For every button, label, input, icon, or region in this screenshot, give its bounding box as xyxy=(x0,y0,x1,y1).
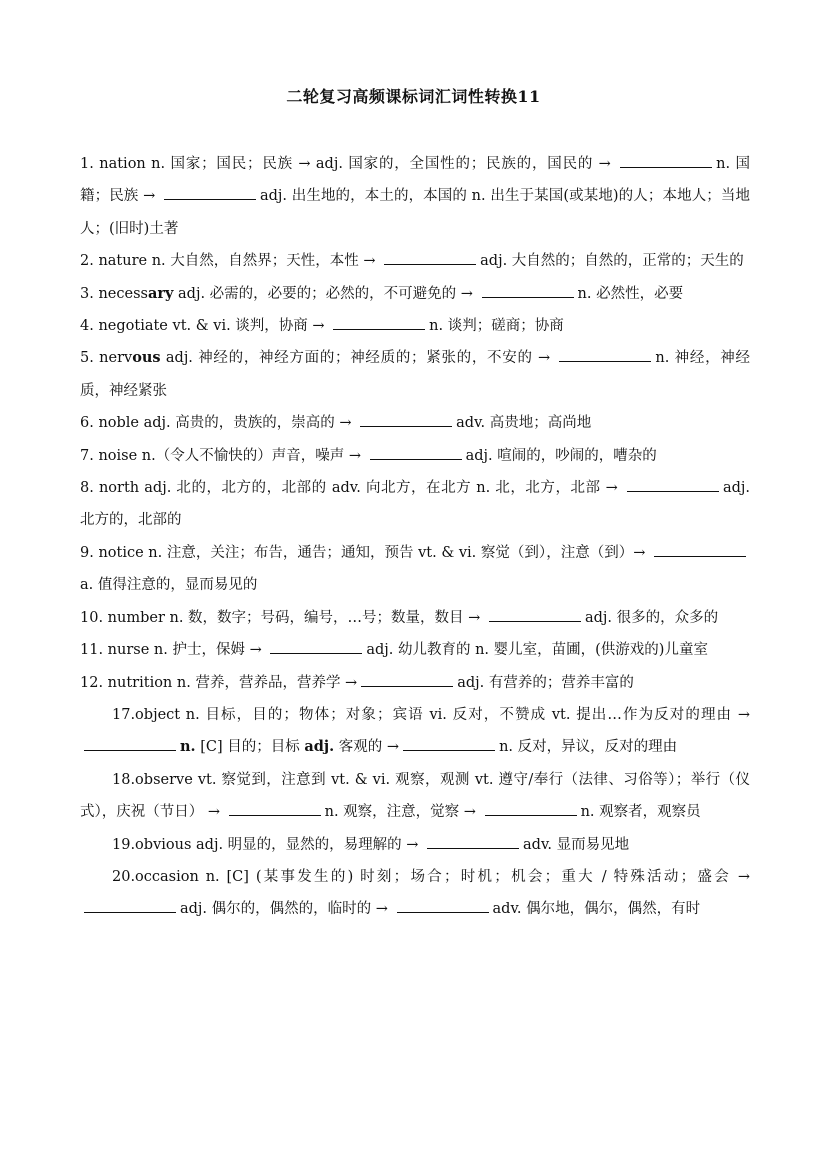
list-item: 5. nervous adj. 神经的，神经方面的；神经质的；紧张的，不安的 → n. 神经，神经质，神经紧张 xyxy=(80,349,750,399)
fill-blank[interactable] xyxy=(84,911,176,913)
fill-blank[interactable] xyxy=(620,166,712,168)
list-item: 11. nurse n. 护士，保姆 → adj. 幼儿教育的 n. 婴儿室，苗圃，(供游戏的)儿童室 xyxy=(80,642,708,659)
fill-blank[interactable] xyxy=(627,490,719,492)
list-item: 9. notice n. 注意，关注；布告，通告；通知，预告 vt. & vi. 察觉（到），注意（到）→ a. 值得注意的，显而易见的 xyxy=(80,537,750,602)
list-item: 7. noise n.（令人不愉快的）声音，噪声 → adj. 喧闹的，吵闹的，嘈杂的 xyxy=(80,447,657,464)
list-item: 3. necessary adj. 必需的，必要的；必然的，不可避免的 → n. 必然性，必要 xyxy=(80,284,684,302)
fill-blank[interactable] xyxy=(482,296,574,298)
list-item: 6. noble adj. 高贵的，贵族的，崇高的 → adv. 高贵地；高尚地 xyxy=(80,415,592,432)
fill-blank[interactable] xyxy=(559,360,651,362)
fill-blank[interactable] xyxy=(361,685,453,687)
fill-blank[interactable] xyxy=(397,911,489,913)
fill-blank[interactable] xyxy=(489,620,581,622)
list-item: 17.object n. 目标，目的；物体；对象；宾语 vi. 反对，不赞成 vt. 提出…作为反对的理由 → n. [C] 目的；目标 adj. 客观的 → n. 反对，异议，反对的理由 xyxy=(80,699,750,764)
list-item: 1. nation n. 国家；国民；民族 → adj. 国家的，全国性的；民族的，国民的 → n. 国籍；民族 → adj. 出生地的，本土的，本国的 n. 出生于某国(或某地)的人；本地人；当地人；(旧时)土著 xyxy=(80,156,751,237)
fill-blank[interactable] xyxy=(333,328,425,330)
fill-blank[interactable] xyxy=(360,425,452,427)
list-item: 4. negotiate vt. & vi. 谈判，协商 → n. 谈判；磋商；协商 xyxy=(80,318,564,335)
fill-blank[interactable] xyxy=(384,263,476,265)
list-item: 19.obvious adj. 明显的，显然的，易理解的 → adv. 显而易见地 xyxy=(112,836,630,853)
list-item: 20.occasion n. [C] (某事发生的) 时刻；场合；时机；机会；重大 / 特殊活动；盛会 → adj. 偶尔的，偶然的，临时的 → adv. 偶尔地，偶尔，偶然，有时 xyxy=(80,861,750,926)
fill-blank[interactable] xyxy=(427,847,519,849)
fill-blank[interactable] xyxy=(485,814,577,816)
word-list xyxy=(80,148,750,926)
fill-blank[interactable] xyxy=(229,814,321,816)
fill-blank[interactable] xyxy=(164,198,256,200)
fill-blank[interactable] xyxy=(654,555,746,557)
fill-blank[interactable] xyxy=(370,458,462,460)
fill-blank[interactable] xyxy=(403,749,495,751)
fill-blank[interactable] xyxy=(84,749,176,751)
list-item: 8. north adj. 北的，北方的，北部的 adv. 向北方，在北方 n. 北，北方，北部 → adj. 北方的，北部的 xyxy=(80,480,750,529)
list-item: 12. nutrition n. 营养，营养品，营养学 → adj. 有营养的；营养丰富的 xyxy=(80,674,634,691)
list-item: 10. number n. 数，数字；号码，编号，…号；数量，数目 → adj. 很多的，众多的 xyxy=(80,609,719,626)
page-title: 二轮复习高频课标词汇词性转换11 xyxy=(286,87,541,106)
fill-blank[interactable] xyxy=(270,652,362,654)
list-item: 18.observe vt. 察觉到，注意到 vt. & vi. 观察，观测 vt. 遵守/奉行（法律、习俗等）；举行（仪式），庆祝（节日） → n. 观察，注意，觉察 → n. 观察者，观察员 xyxy=(80,771,750,821)
list-item: 2. nature n. 大自然，自然界；天性，本性 → adj. 大自然的；自然的，正常的；天生的 xyxy=(80,253,744,270)
